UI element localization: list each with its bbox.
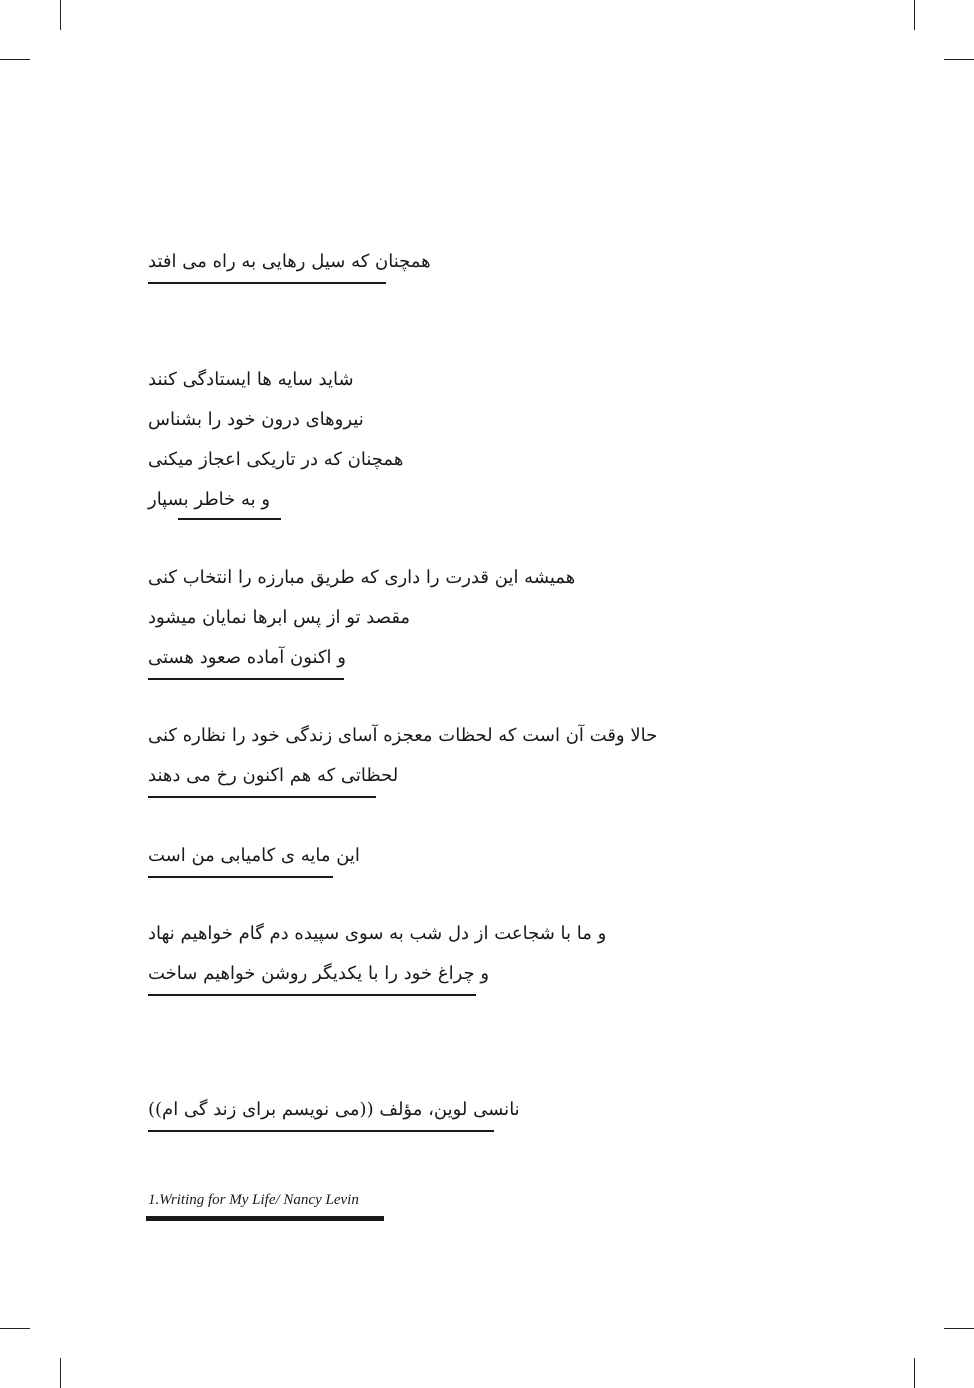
- poem-title: همچنان که سیل رهایی به راه می افتد: [148, 251, 431, 272]
- poem-line: همچنان که در تاریکی اعجاز میکنی: [148, 449, 404, 470]
- attribution-underline: [148, 1130, 494, 1132]
- poem-line: و به خاطر بسپار: [148, 489, 271, 510]
- poem-line: شاید سایه ها ایستادگی کنند: [148, 369, 354, 390]
- poem-line: حالا وقت آن است که لحظات معجزه آسای زندگی خود را نظاره کنی: [148, 725, 658, 746]
- stanza-underline: [148, 796, 376, 798]
- crop-mark: [944, 1328, 974, 1329]
- stanza-underline: [148, 994, 476, 996]
- poem-line: این مایه ی کامیابی من است: [148, 845, 360, 866]
- footnote-rule: [146, 1216, 384, 1221]
- crop-mark: [914, 0, 915, 30]
- crop-mark: [60, 1358, 61, 1388]
- poem-line: لحظاتی که هم اکنون رخ می دهند: [148, 765, 399, 786]
- crop-mark: [944, 59, 974, 60]
- crop-mark: [914, 1358, 915, 1388]
- stanza-underline: [148, 876, 333, 878]
- crop-mark: [60, 0, 61, 30]
- poem-line: نیروهای درون خود را بشناس: [148, 409, 364, 430]
- poem-line: و چراغ خود را با یکدیگر روشن خواهیم ساخت: [148, 963, 490, 984]
- title-underline: [148, 282, 386, 284]
- poem-line: همیشه این قدرت را داری که طریق مبارزه را انتخاب کنی: [148, 567, 576, 588]
- poem-line: مقصد تو از پس ابرها نمایان میشود: [148, 607, 411, 628]
- crop-mark: [0, 1328, 30, 1329]
- footnote: 1.Writing for My Life/ Nancy Levin: [148, 1192, 359, 1208]
- attribution: نانسی لوین، مؤلف ((می نویسم برای زند گی ام)): [148, 1099, 520, 1120]
- crop-mark: [0, 59, 30, 60]
- poem-line: و اکنون آماده صعود هستی: [148, 647, 346, 668]
- stanza-underline: [178, 518, 281, 520]
- stanza-underline: [148, 678, 344, 680]
- poem-line: و ما با شجاعت از دل شب به سوی سپیده دم گام خواهیم نهاد: [148, 923, 607, 944]
